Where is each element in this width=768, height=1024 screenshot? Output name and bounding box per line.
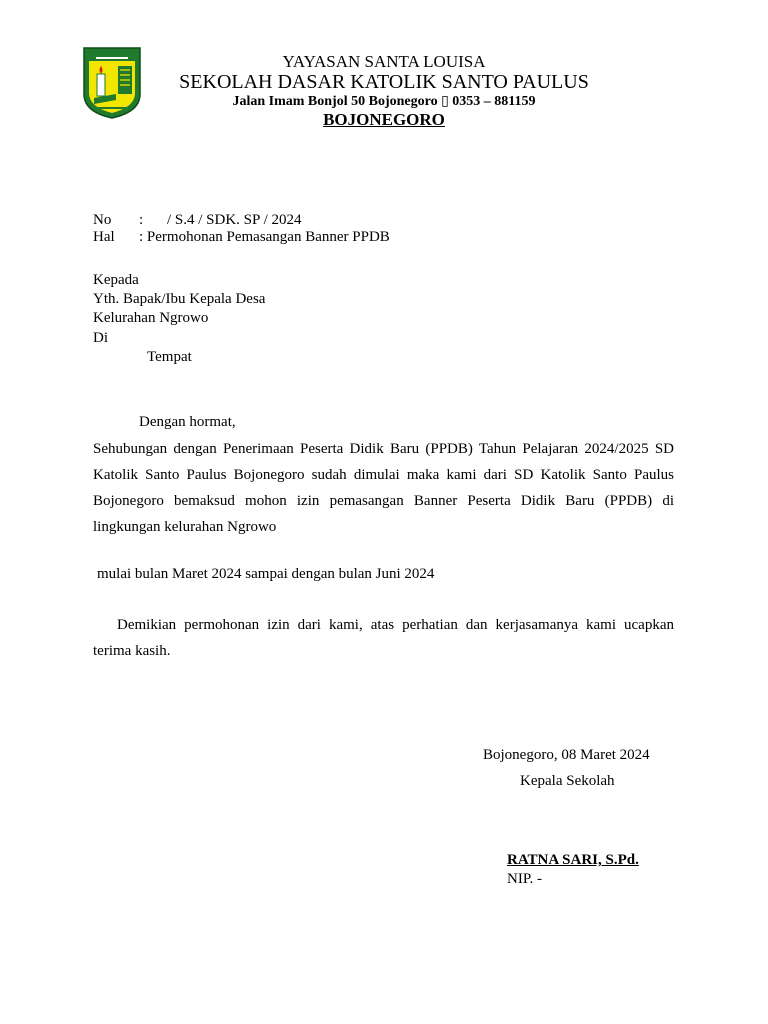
signer-position: Kepala Sekolah [520,773,615,789]
recipient-line-4: Di [93,330,108,346]
school-crest-icon [80,44,144,120]
number-label: No [93,212,112,228]
subject-label: Hal [93,229,115,245]
school-city: BOJONEGORO [323,110,445,129]
letter-subject [93,229,390,246]
period-line: mulai bulan Maret 2024 sampai dengan bulan Juni 2024 [97,566,435,582]
closing-paragraph [93,612,674,664]
paragraph-line: terima kasih. [93,643,171,659]
number-separator: : [139,212,144,228]
recipient-line-1: Kepada [93,272,139,288]
recipient-line-2: Yth. Bapak/Ibu Kepala Desa [93,291,266,307]
paragraph-line: Katolik Santo Paulus Bojonegoro sudah dimulai maka kami dari SD Katolik Santo Paulus [93,467,674,483]
paragraph-line: Sehubungan dengan Penerimaan Peserta Didik Baru (PPDB) Tahun Pelajaran 2024/2025 SD [93,441,674,457]
signer-nip: NIP. - [507,871,543,887]
place-date: Bojonegoro, 08 Maret 2024 [483,747,650,763]
recipient-line-5: Tempat [147,349,192,365]
school-address: Jalan Imam Bonjol 50 Bojonegoro ▯ 0353 – 881159 [232,94,536,109]
signer-name: RATNA SARI, S.Pd. [507,852,639,868]
paragraph-line: Demikian permohonan izin dari kami, atas perhatian dan kerjasamanya kami ucapkan [117,617,674,633]
recipient-line-3: Kelurahan Ngrowo [93,310,209,326]
paragraph-line: lingkungan kelurahan Ngrowo [93,519,277,535]
number-value: / S.4 / SDK. SP / 2024 [167,212,302,228]
foundation-name: YAYASAN SANTA LOUISA [282,52,486,71]
greeting: Dengan hormat, [139,414,236,430]
letter-number [93,212,301,229]
paragraph-line: Bojonegoro bemaksud mohon izin pemasangan Banner Peserta Didik Baru (PPDB) di [93,493,674,509]
school-name: SEKOLAH DASAR KATOLIK SANTO PAULUS [179,71,589,93]
body-paragraph-1 [93,436,674,540]
subject-value: : Permohonan Pemasangan Banner PPDB [139,229,390,245]
